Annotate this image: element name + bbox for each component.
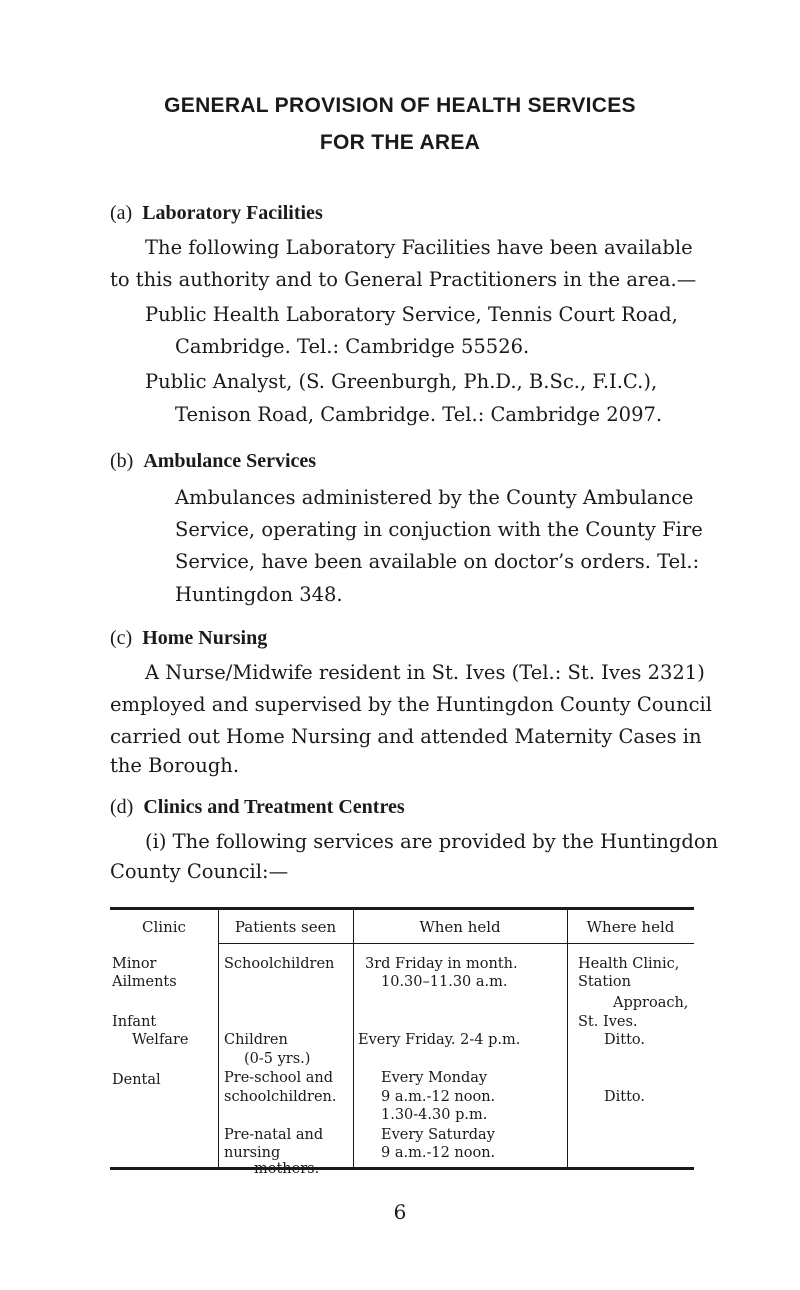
where-approach: Approach,	[613, 995, 689, 1011]
clinic-minor-1: Minor	[112, 956, 157, 972]
section-d-heading	[110, 796, 405, 819]
where-health-clinic: Health Clinic,	[578, 956, 680, 972]
section-b-line-4: Huntingdon 348.	[175, 583, 343, 606]
patients-prenatal-1: Pre-natal and	[224, 1127, 324, 1143]
when-dental-1: Every Monday	[381, 1070, 488, 1086]
section-b-title: Ambulance Services	[143, 450, 317, 472]
when-prenatal-1: Every Saturday	[381, 1127, 495, 1143]
header-where-held: Where held	[586, 918, 675, 936]
section-a-entry-2a: Public Analyst, (S. Greenburgh, Ph.D., B.Sc., F.I.C.),	[145, 370, 658, 393]
patients-children: Children	[224, 1032, 288, 1048]
patients-children-age: (0-5 yrs.)	[244, 1051, 311, 1067]
where-ditto-2: Ditto.	[604, 1089, 646, 1105]
clinic-infant-1: Infant	[112, 1014, 157, 1030]
header-when-held: When held	[419, 918, 501, 936]
header-patients-seen: Patients seen	[234, 918, 337, 936]
patients-prenatal-2: nursing	[224, 1145, 281, 1161]
page-subtitle: FOR THE AREA	[319, 131, 481, 154]
clinic-infant-2: Welfare	[132, 1032, 189, 1048]
section-c-line-2: employed and supervised by the Huntingdon County Council	[110, 693, 713, 716]
section-a-intro-1: The following Laboratory Facilities have been available	[145, 236, 693, 259]
where-st-ives: St. Ives.	[578, 1014, 638, 1030]
section-b-line-2: Service, operating in conjuction with the County Fire	[175, 518, 703, 541]
section-c-line-1: A Nurse/Midwife resident in St. Ives (Tel.: St. Ives 2321)	[145, 661, 705, 684]
when-dental-2: 9 a.m.-12 noon.	[381, 1089, 496, 1105]
page-number: 6	[393, 1200, 407, 1224]
section-d-line-1: (i) The following services are provided by the Huntingdon	[145, 830, 719, 853]
section-a-entry-1b: Cambridge. Tel.: Cambridge 55526.	[175, 335, 530, 358]
section-a-heading	[110, 202, 323, 225]
section-d-line-2: County Council:—	[110, 860, 289, 883]
when-dental-3: 1.30-4.30 p.m.	[381, 1107, 488, 1123]
patients-preschool-2: schoolchildren.	[224, 1089, 337, 1105]
when-minor-2: 10.30–11.30 a.m.	[381, 974, 508, 990]
when-infant: Every Friday. 2-4 p.m.	[358, 1032, 521, 1048]
header-rule-where	[567, 943, 694, 944]
section-a-label: (a)	[110, 202, 133, 224]
table-divider-1	[218, 909, 219, 1168]
where-station: Station	[578, 974, 631, 990]
table-divider-3	[567, 909, 568, 1168]
when-minor-1: 3rd Friday in month.	[365, 956, 518, 972]
patients-preschool-1: Pre-school and	[224, 1070, 334, 1086]
page-title: GENERAL PROVISION OF HEALTH SERVICES	[164, 94, 636, 117]
section-c-line-4: the Borough.	[110, 754, 240, 777]
section-b-heading	[110, 450, 316, 473]
section-b-line-3: Service, have been available on doctor’s orders. Tel.:	[175, 550, 700, 573]
clinic-dental: Dental	[112, 1072, 161, 1088]
section-c-title: Home Nursing	[142, 627, 268, 649]
header-rule-when	[353, 943, 567, 944]
section-d-title: Clinics and Treatment Centres	[143, 796, 405, 818]
header-clinic: Clinic	[142, 918, 186, 936]
where-ditto-1: Ditto.	[604, 1032, 646, 1048]
clinic-minor-2: Ailments	[112, 974, 177, 990]
section-c-label: (c)	[110, 627, 133, 649]
table-top-rule	[110, 907, 694, 910]
section-c-heading	[110, 627, 267, 650]
header-rule-patients	[218, 943, 353, 944]
section-a-entry-2b: Tenison Road, Cambridge. Tel.: Cambridge 2097.	[175, 403, 663, 426]
section-a-entry-1a: Public Health Laboratory Service, Tennis Court Road,	[145, 303, 678, 326]
section-a-intro-2: to this authority and to General Practitioners in the area.—	[110, 268, 697, 291]
section-d-label: (d)	[110, 796, 134, 818]
patients-schoolchildren: Schoolchildren	[224, 956, 335, 972]
patients-prenatal-3: mothers.	[254, 1161, 320, 1177]
table-divider-2	[353, 909, 354, 1168]
when-prenatal-2: 9 a.m.-12 noon.	[381, 1145, 496, 1161]
table-bottom-rule	[110, 1167, 694, 1170]
section-c-line-3: carried out Home Nursing and attended Maternity Cases in	[110, 725, 702, 748]
section-b-line-1: Ambulances administered by the County Ambulance	[175, 486, 694, 509]
section-a-title: Laboratory Facilities	[142, 202, 323, 224]
section-b-label: (b)	[110, 450, 134, 472]
